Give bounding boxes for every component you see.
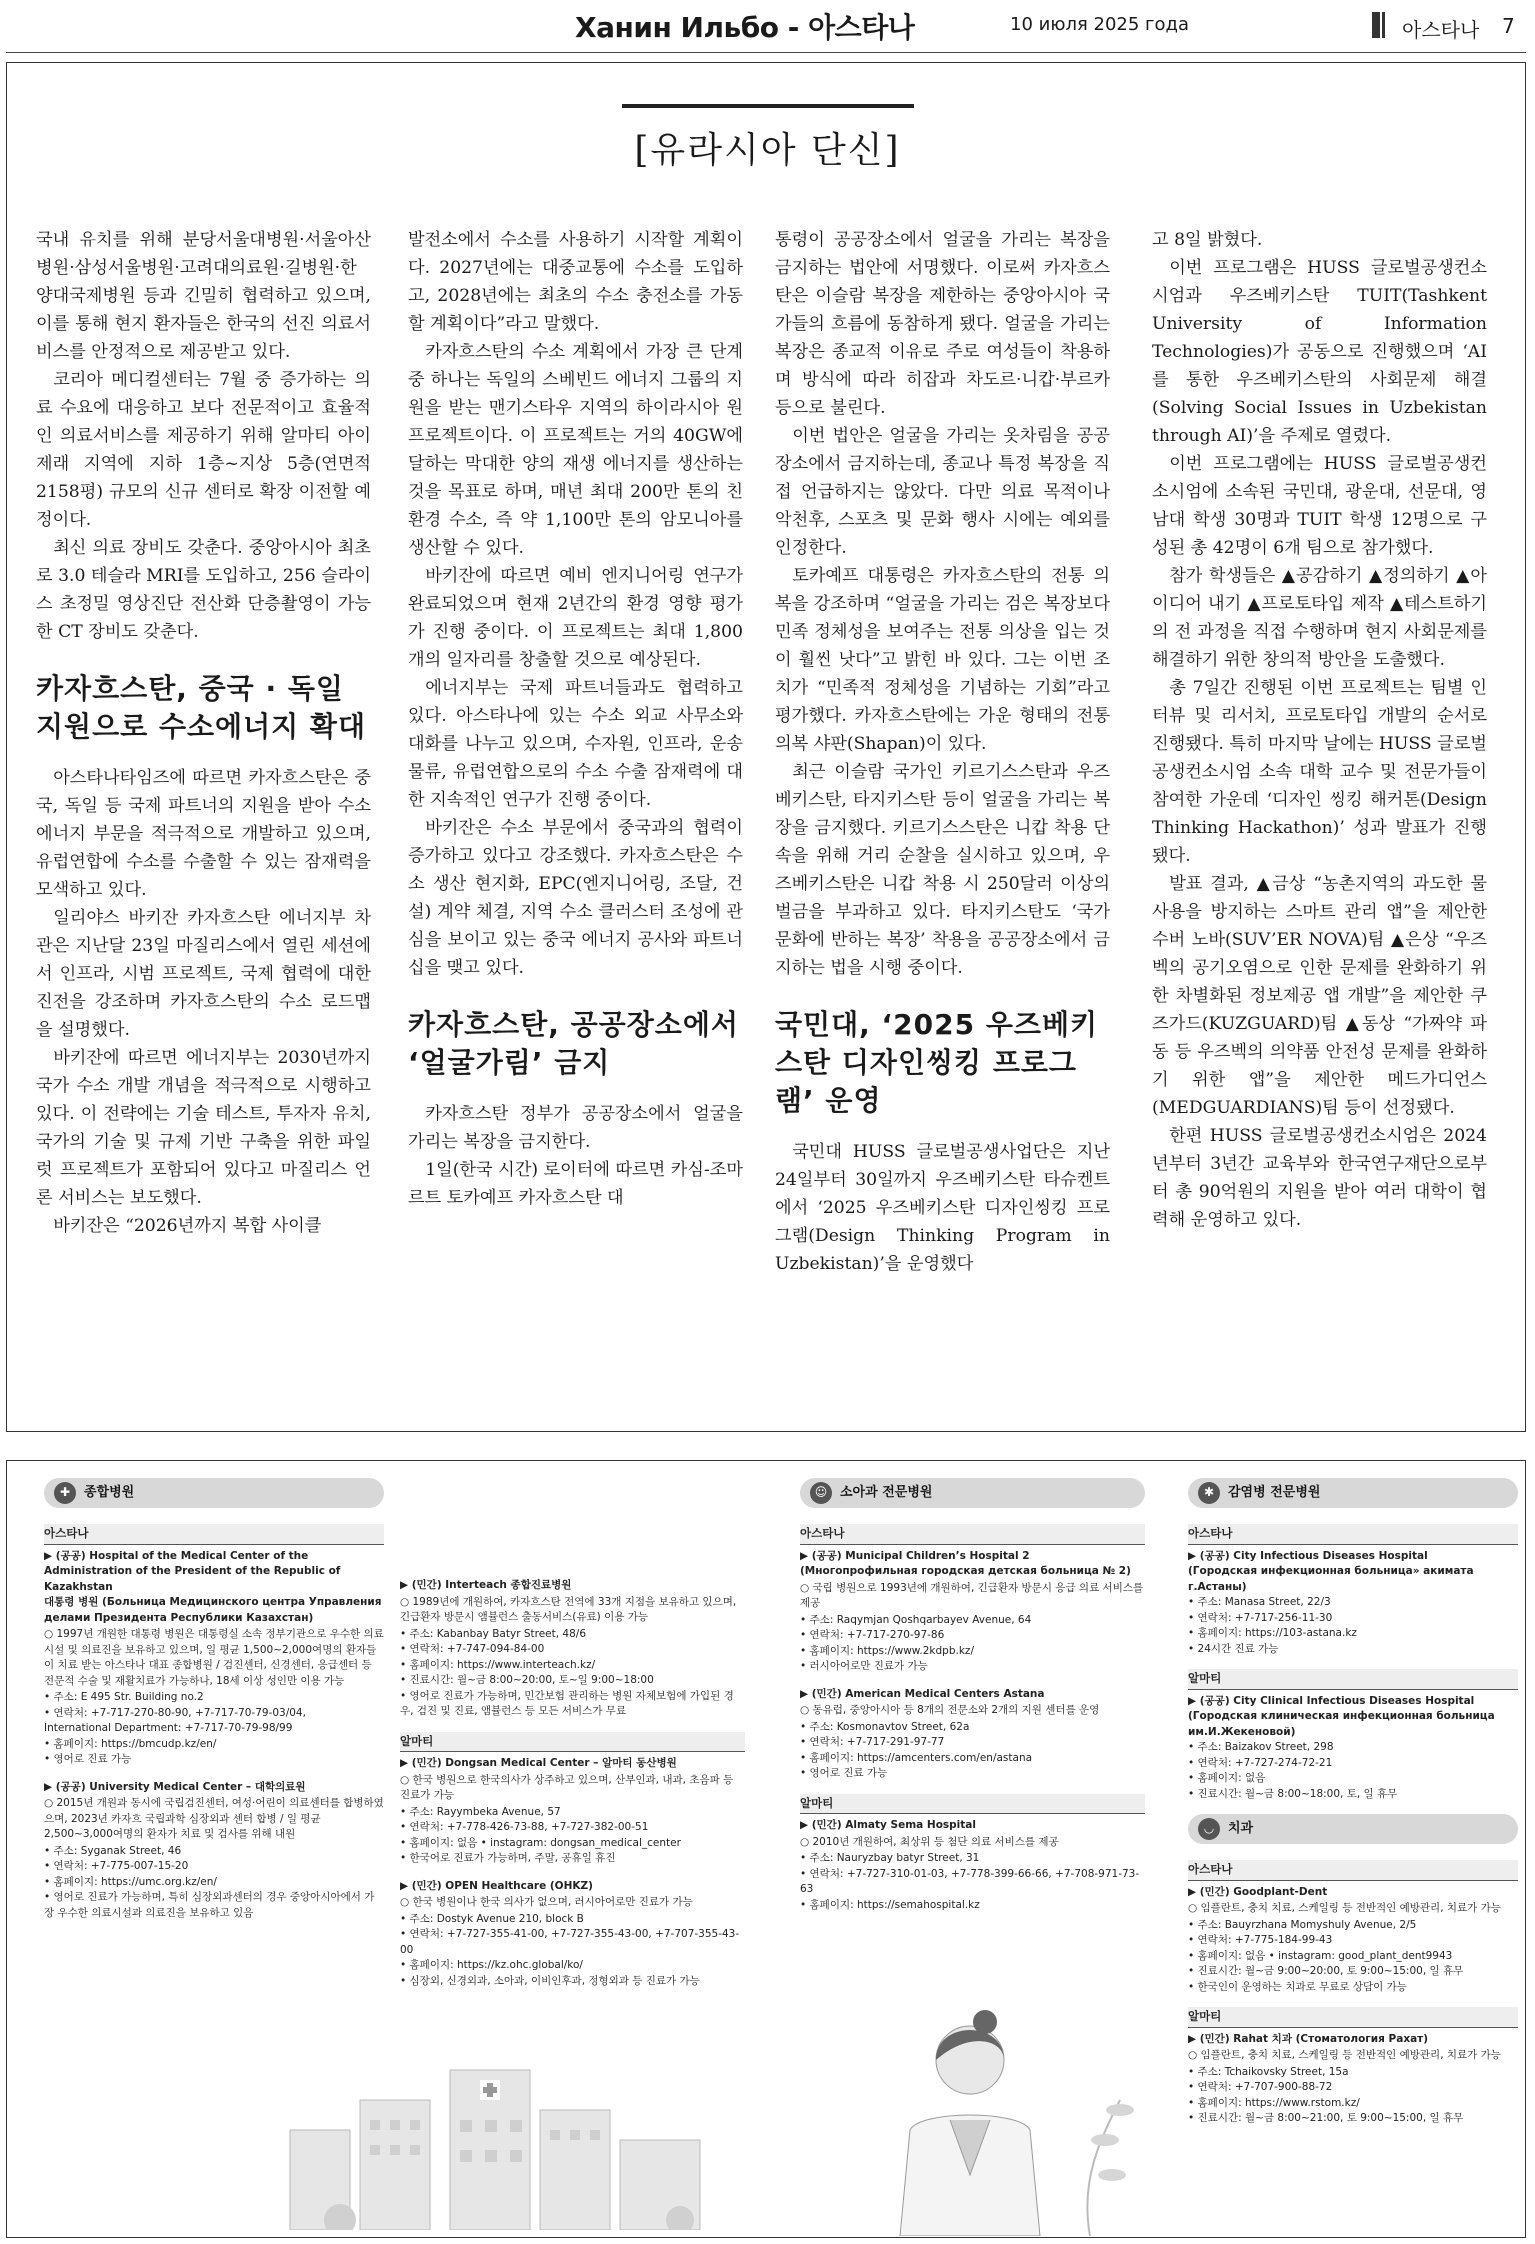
hospital-description: ○ 한국 병원으로 한국의사가 상주하고 있으며, 산부인과, 내과, 초음파 등 진료가 가능	[400, 1773, 734, 1801]
paragraph: 최근 이슬람 국가인 키르기스스탄과 우즈베키스탄, 타지키스탄 등이 얼굴을 가리는 복장을 금지했다. 키르기스스탄은 니캅 착용 단속을 위해 거리 순찰을 실시하고 있으며, 우즈베키스탄은 니캅 착용 시 250달러 이상의 벌금을 부과하고 있다. 타지키스탄도 ‘국가 문화에 반하는 복장’ 착용을 공공장소에서 금지하는 법을 시행 중이다.	[775, 762, 1110, 978]
headline-hydrogen: 카자흐스탄, 중국 · 독일 지원으로 수소에너지 확대	[36, 672, 367, 743]
paragraph: 바키잔은 “2026년까지 복합 사이클	[53, 1216, 322, 1236]
hospital-name: ▶ (공공) Municipal Children’s Hospital 2	[800, 1549, 1030, 1562]
hospital-info-line: • 연락처: +7-727-310-01-03, +7-778-399-66-66, +7-708-971-73-63	[800, 1867, 1140, 1895]
hospital-info-line: • 홈페이지: https://www.2kdpb.kz/	[800, 1644, 974, 1657]
hospital-entry	[400, 1756, 745, 1867]
clinic-info-line: • 진료시간: 월~금 8:00~21:00, 토 9:00~15:00, 일 휴무	[1188, 2112, 1464, 2124]
hospital-info-line: • 홈페이지: 없음 • instagram: dongsan_medical_center	[400, 1836, 681, 1849]
city-hospital-illustration	[280, 2060, 720, 2230]
paragraph: 에너지부는 국제 파트너들과도 협력하고 있다. 아스타나에 있는 수소 외교 사무소와 대화를 나누고 있으며, 수자원, 인프라, 운송 물류, 유럽연합으로의 수소 수출 잠재력에 대한 지속적인 연구가 진행 중이다.	[408, 678, 743, 810]
region-label: 알마티	[1188, 2007, 1518, 2028]
hospital-info-line: • 연락처: +7-775-007-15-20	[44, 1860, 189, 1872]
headline-design-thinking: 국민대, ‘2025 우즈베키스탄 디자인씽킹 프로그램’ 운영	[775, 1008, 1099, 1117]
region-label: 아스타나	[1188, 1524, 1518, 1545]
paragraph: 1일(한국 시간) 로이터에 따르면 카심-조마르트 토카예프 카자흐스탄 대	[408, 1160, 743, 1208]
paragraph: 고 8일 밝혔다.	[1152, 230, 1263, 250]
page-number: 7	[1502, 14, 1515, 38]
paragraph: 코리아 메디컬센터는 7월 중 증가하는 의료 수요에 대응하고 보다 전문적이고 효율적인 의료서비스를 제공하기 위해 알마티 아이제래 지역에 지하 1층~지상 5층(연면적 2158평) 규모의 신규 센터로 확장 이전할 예정이다.	[36, 370, 371, 530]
hospital-info-line: • 진료시간: 월~금 8:00~18:00, 토, 일 휴무	[1188, 1787, 1398, 1800]
hospital-info-line: • 진료시간: 월~금 8:00~20:00, 토~일 9:00~18:00	[400, 1674, 654, 1686]
hospital-info-line: • 주소: Syganak Street, 46	[44, 1844, 182, 1857]
hospital-description: ○ 1989년에 개원하여, 카자흐스탄 전역에 33개 지점을 보유하고 있으며, 긴급환자 방문시 앰뷸런스 출동서비스(유료) 이용 가능	[400, 1595, 737, 1623]
paragraph: 이번 법안은 얼굴을 가리는 옷차림을 공공장소에서 금지하는데, 종교나 특정 복장을 직접 언급하지는 않았다. 다만 의료 목적이나 악천후, 스포츠 및 문화 행사 시에는 예외를 인정한다.	[775, 426, 1110, 558]
article-column-1	[36, 226, 371, 1240]
hospital-entry	[1188, 1694, 1518, 1803]
hospital-subname: 대통령 병원 (Больница Медицинского центра Управления делами Президента Республики Казахстан)	[44, 1596, 382, 1624]
ad-column-general-2	[400, 1578, 745, 2001]
clinic-description: ○ 임플란트, 충치 치료, 스케일링 등 전반적인 예방관리, 치료가 가능	[1188, 2049, 1501, 2061]
ad-column-infectious-dental	[1188, 1478, 1518, 2139]
region-label: 알마티	[400, 1732, 745, 1753]
hospital-info-line: • 연락처: +7-727-355-41-00, +7-727-355-43-00, +7-707-355-43-00	[400, 1928, 740, 1956]
category-label: 감염병 전문병원	[1228, 1485, 1321, 1501]
paragraph: 카자흐스탄의 수소 계획에서 가장 큰 단계 중 하나는 독일의 스베빈드 에너지 그룹의 지원을 받는 맨기스타우 지역의 하이라시아 원 프로젝트이다. 이 프로젝트는 거의 40GW에 달하는 막대한 양의 재생 에너지를 생산하는 것을 목표로 하며, 매년 최대 200만 톤의 친환경 수소, 즉 약 1,100만 톤의 암모니아를 생산할 수 있다.	[408, 342, 743, 558]
hospital-description: ○ 국립 병원으로 1993년에 개원하여, 긴급환자 방문시 응급 의료 서비스를 제공	[800, 1581, 1144, 1609]
hospital-info-line: • 한국어로 진료가 가능하며, 주말, 공휴일 휴진	[400, 1852, 616, 1864]
hospital-info-line: • 홈페이지: https://103-astana.kz	[1188, 1627, 1357, 1639]
hospital-info-line: • 연락처: +7-727-274-72-21	[1188, 1756, 1333, 1769]
hospital-info-line: • 주소: Dostyk Avenue 210, block B	[400, 1912, 584, 1925]
page-bar-thin	[1382, 12, 1385, 38]
hospital-entry	[400, 1879, 745, 1990]
clinic-info-line: • 홈페이지: 없음 • instagram: good_plant_dent9943	[1188, 1949, 1453, 1962]
doctor-illustration	[820, 2000, 1150, 2236]
hospital-info-line: • 주소: Manasa Street, 22/3	[1188, 1596, 1331, 1608]
hospital-entry	[1188, 1549, 1518, 1658]
hospital-name: ▶ (공공) University Medical Center – 대학의료원	[44, 1780, 306, 1793]
hospital-description: ○ 한국 병원이나 한국 의사가 없으며, 러시아어로만 진료가 가능	[400, 1896, 693, 1908]
category-band-general	[44, 1478, 384, 1508]
section-title: [유라시아 단신]	[634, 130, 901, 171]
hospital-info-line: • 연락처: +7-717-256-11-30	[1188, 1611, 1333, 1624]
hospital-info-line: • 연락처: +7-778-426-73-88, +7-727-382-00-51	[400, 1821, 649, 1833]
hospital-entry	[44, 1549, 384, 1768]
hospital-description: ○ 1997년 개원한 대통령 병원은 대통령실 소속 정부기관으로 우수한 의료 시설 및 의료진을 보유하고 있으며, 일 평균 1,500~2,000여명의 환자들이 치료 받는 아스타나 대표 종합병원 / 검진센터, 신경센터, 응급센터 등 전문적 수술 및 재활치료가 가능하나, 18세 이상 성인만 이용 가능	[44, 1628, 384, 1687]
page-label	[1372, 10, 1532, 42]
hospital-info-line: • 주소: E 495 Str. Building no.2	[44, 1691, 204, 1703]
header-rule	[6, 52, 1526, 53]
clinic-description: ○ 임플란트, 충치 치료, 스케일링 등 전반적인 예방관리, 치료가 가능	[1188, 1902, 1501, 1914]
clinic-entry	[1188, 1885, 1518, 1996]
hospital-info-line: • 러시아어로만 진료가 가능	[800, 1660, 928, 1672]
title-rule	[622, 104, 914, 108]
clinic-info-line: • 주소: Bauyrzhana Momyshuly Avenue, 2/5	[1188, 1918, 1417, 1931]
hospital-info-line: • 홈페이지: 없음	[1188, 1772, 1266, 1784]
paragraph: 최신 의료 장비도 갖춘다. 중앙아시아 최초로 3.0 테슬라 MRI를 도입하고, 256 슬라이스 초정밀 영상진단 전산화 단층촬영이 가능한 CT 장비도 갖춘다.	[36, 538, 371, 642]
clinic-info-line: • 홈페이지: https://www.rstom.kz/	[1188, 2096, 1360, 2109]
paragraph: 국내 유치를 위해 분당서울대병원·서울아산병원·삼성서울병원·고려대의료원·길병원·한양대국제병원 등과 긴밀히 협력하고 있으며, 이를 통해 현지 환자들은 한국의 선진 의료서비스를 안정적으로 제공받고 있다.	[36, 230, 371, 362]
hospital-name: ▶ (공공) City Infectious Diseases Hospital	[1188, 1549, 1428, 1562]
paragraph: 이번 프로그램은 HUSS 글로벌공생컨소시엄과 우즈베키스탄 TUIT(Tashkent University of Information Technologies)가 공동으로 진행했으며 ‘AI를 통한 우즈베키스탄의 사회문제 해결(Solving Social Issues in Uzbekistan through AI)’을 주제로 열렸다.	[1152, 258, 1487, 446]
hospital-description: ○ 2010년 개원하여, 최상위 등 첨단 의료 서비스를 제공	[800, 1835, 1059, 1848]
hospital-description: ○ 2015년 개원과 동시에 국립검진센터, 여성·어린이 의료센터를 합병하였으며, 2023년 카자흐 국립과학 심장외과 센터 합병 / 일 평균 2,500~3,000여명의 환자가 치료 및 검사를 위해 내원	[44, 1797, 384, 1840]
hospital-entry	[800, 1818, 1145, 1913]
ad-column-general-1	[44, 1478, 384, 1933]
hospital-info-line: • 홈페이지: https://kz.ohc.global/ko/	[400, 1959, 583, 1971]
region-label: 알마티	[800, 1794, 1145, 1815]
paragraph: 일리야스 바키잔 카자흐스탄 에너지부 차관은 지난달 23일 마질리스에서 열린 세션에서 인프라, 시범 프로젝트, 국제 협력에 대한 진전을 강조하며 카자흐스탄의 수소 로드맵을 설명했다.	[36, 908, 371, 1040]
hospital-info-line: • 주소: Rayymbeka Avenue, 57	[400, 1805, 561, 1818]
masthead	[0, 0, 1535, 52]
clinic-info-line: • 연락처: +7-775-184-99-43	[1188, 1934, 1333, 1946]
hospital-info-line: • 주소: Kabanbay Batyr Street, 48/6	[400, 1627, 587, 1640]
clinic-entry	[1188, 2032, 1518, 2127]
hospital-entry	[800, 1549, 1145, 1675]
paragraph: 발표 결과, ▲금상 “농촌지역의 과도한 물 사용을 방지하는 스마트 관리 앱”을 제안한 수버 노바(SUV’ER NOVA)팀 ▲은상 “우즈벡의 공기오염으로 인한 문제를 완화하기 위한 차별화된 정보제공 앱 개발”을 제안한 쿠즈가드(KUZGUARD)팀 ▲동상 “가짜약 파동 등 우즈벡의 의약품 안전성 문제를 완화하기 위한 앱”을 제안한 메드가디언스(MEDGUARDIANS)팀 등이 선정됐다.	[1152, 874, 1487, 1118]
hospital-info-line: • 주소: Baizakov Street, 298	[1188, 1741, 1334, 1753]
paragraph: 발전소에서 수소를 사용하기 시작할 계획이다. 2027년에는 대중교통에 수소를 도입하고, 2028년에는 최초의 수소 충전소를 가동할 계획이다”라고 말했다.	[408, 230, 743, 334]
clinic-info-line: • 주소: Tchaikovsky Street, 15a	[1188, 2065, 1349, 2078]
paragraph: 아스타나타임즈에 따르면 카자흐스탄은 중국, 독일 등 국제 파트너의 지원을 받아 수소 에너지 부문을 적극적으로 개발하고 있으며, 유럽연합에 수소를 수출할 수 있는 잠재력을 모색하고 있다.	[36, 768, 371, 900]
child-icon: ☺	[810, 1482, 832, 1504]
hospital-info-line: • 영어로 진료 가능	[800, 1767, 888, 1779]
category-band-pediatric	[800, 1478, 1145, 1508]
hospital-info-line: • 홈페이지: https://www.interteach.kz/	[400, 1658, 596, 1671]
hospital-info-line: • 홈페이지: https://semahospital.kz	[800, 1898, 980, 1911]
category-label: 치과	[1228, 1821, 1254, 1837]
hospital-info-line: • 연락처: +7-747-094-84-00	[400, 1643, 545, 1655]
hospital-name: ▶ (민간) American Medical Centers Astana	[800, 1687, 1045, 1700]
clinic-name: ▶ (민간) Rahat 치과 (Стоматология Рахат)	[1188, 2032, 1429, 2045]
clinic-info-line: • 연락처: +7-707-900-88-72	[1188, 2081, 1333, 2093]
clinic-name: ▶ (민간) Goodplant-Dent	[1188, 1885, 1328, 1898]
region-label: 아스타나	[44, 1524, 384, 1545]
paragraph: 국민대 HUSS 글로벌공생사업단은 지난 24일부터 30일까지 우즈베키스탄 타슈켄트에서 ‘2025 우즈베키스탄 디자인씽킹 프로그램(Design Thinking Program in Uzbekistan)’을 운영했다	[775, 1142, 1110, 1274]
hospital-description: ○ 동유럽, 중앙아시아 등 8개의 전문소와 2개의 지원 센터를 운영	[800, 1704, 1100, 1716]
hospital-info-line: • 홈페이지: https://amcenters.com/en/astana	[800, 1751, 1033, 1764]
hospital-info-line: International Department: +7-717-70-79-98/99	[44, 1722, 293, 1734]
hospital-name: ▶ (공공) Hospital of the Medical Center of the Administration of the President of the Republic of Kazakhstan	[44, 1549, 341, 1593]
hospital-info-line: • 영어로 진료가 가능하며, 민간보험 관리하는 병원 자체보험에 가입된 경우, 검진 및 진료, 앰뷸런스 등 모든 서비스가 무료	[400, 1689, 734, 1717]
clinic-info-line: • 진료시간: 월~금 9:00~20:00, 토 9:00~15:00, 일 휴무	[1188, 1965, 1464, 1977]
hospital-icon: ✚	[54, 1482, 76, 1504]
paragraph: 토카예프 대통령은 카자흐스탄의 전통 의복을 강조하며 “얼굴을 가리는 검은 복장보다 민족 정체성을 보여주는 전통 의상을 입는 것이 훨씬 낫다”고 밝힌 바 있다. 그는 이번 조치가 “민족적 정체성을 기념하는 기회”라고 평가했다. 카자흐스탄에는 가운 형태의 전통 의복 샤판(Shapan)이 있다.	[775, 566, 1110, 754]
hospital-name: ▶ (민간) OPEN Healthcare (OHKZ)	[400, 1879, 593, 1892]
hospital-info-line: • 연락처: +7-717-270-80-90, +7-717-70-79-03/04,	[44, 1706, 306, 1719]
hospital-name: ▶ (민간) Almaty Sema Hospital	[800, 1819, 976, 1831]
paragraph: 참가 학생들은 ▲공감하기 ▲정의하기 ▲아이디어 내기 ▲프로토타입 제작 ▲테스트하기의 전 과정을 직접 수행하며 현지 사회문제를 해결하기 위한 창의적 방안을 도출했다.	[1152, 566, 1487, 670]
paragraph: 바키잔에 따르면 에너지부는 2030년까지 국가 수소 개발 개념을 적극적으로 시행하고 있다. 이 전략에는 기술 테스트, 투자자 유치, 국가의 기술 및 규제 기반 구축을 위한 파일럿 프로젝트가 포함되어 있다고 마질리스 언론 서비스는 보도했다.	[36, 1048, 371, 1208]
hospital-info-line: • 홈페이지: https://umc.org.kz/en/	[44, 1875, 217, 1888]
hospital-name: ▶ (공공) City Clinical Infectious Diseases Hospital	[1188, 1694, 1475, 1707]
hospital-info-line: • 주소: Raqymjan Qoshqarbayev Avenue, 64	[800, 1613, 1032, 1626]
article-column-4	[1152, 226, 1487, 1234]
hospital-info-line: • 주소: Nauryzbay batyr Street, 31	[800, 1852, 980, 1864]
paragraph: 이번 프로그램에는 HUSS 글로벌공생컨소시엄에 소속된 국민대, 광운대, 선문대, 영남대 학생 30명과 TUIT 학생 12명으로 구성된 총 42명이 6개 팀으로 참가했다.	[1152, 454, 1487, 558]
headline-face-covering: 카자흐스탄, 공공장소에서 ‘얼굴가림’ 금지	[408, 1008, 739, 1079]
region-label: 아스타나	[1188, 1860, 1518, 1881]
virus-icon: ✱	[1198, 1482, 1220, 1504]
hospital-info-line: • 연락처: +7-717-291-97-77	[800, 1736, 945, 1748]
paragraph: 바키잔은 수소 부문에서 중국과의 협력이 증가하고 있다고 강조했다. 카자흐스탄은 수소 생산 현지화, EPC(엔지니어링, 조달, 건설) 계약 체결, 지역 수소 클러스터 조성에 관심을 보이고 있는 중국 에너지 공사와 파트너십을 맺고 있다.	[408, 818, 743, 978]
hospital-info-line: • 영어로 진료가 가능하며, 특히 심장외과센터의 경우 중앙아시아에서 가장 우수한 의료시설과 의료진을 보유하고 있음	[44, 1891, 375, 1919]
category-label: 소아과 전문병원	[840, 1485, 933, 1501]
paragraph: 한편 HUSS 글로벌공생컨소시엄은 2024년부터 3년간 교육부와 한국연구재단으로부터 총 90억원의 지원을 받아 여러 대학이 협력해 운영하고 있다.	[1152, 1126, 1487, 1230]
paragraph: 총 7일간 진행된 이번 프로젝트는 팀별 인터뷰 및 리서치, 프로토타입 개발의 순서로 진행됐다. 특히 마지막 날에는 HUSS 글로벌공생컨소시엄 소속 대학 교수 및 전문가들이 참여한 가운데 ‘디자인 씽킹 해커톤(Design Thinking Hackathon)’ 성과 발표가 진행됐다.	[1152, 678, 1487, 866]
hospital-info-line: • 영어로 진료 가능	[44, 1753, 132, 1765]
region-label: 아스타나	[800, 1524, 1145, 1545]
paragraph: 통령이 공공장소에서 얼굴을 가리는 복장을 금지하는 법안에 서명했다. 이로써 카자흐스탄은 이슬람 복장을 제한하는 중앙아시아 국가들의 흐름에 동참하게 됐다. 얼굴을 가리는 복장은 종교적 이유로 주로 여성들이 착용하며 방식에 따라 히잡과 차도르·니캅·부르카 등으로 불린다.	[775, 230, 1110, 418]
hospital-entry	[800, 1687, 1145, 1782]
category-band-dental	[1188, 1814, 1518, 1844]
hospital-info-line: • 홈페이지: https://bmcudp.kz/en/	[44, 1737, 217, 1750]
hospital-entry	[44, 1780, 384, 1922]
newspaper-brand: Ханин Ильбо - 아스타나	[575, 11, 915, 44]
page-bar-thick	[1372, 12, 1380, 38]
tooth-icon: ◡	[1198, 1818, 1220, 1840]
hospital-name: ▶ (민간) Dongsan Medical Center – 알마티 동산병원	[400, 1757, 677, 1769]
region-label: 알마티	[1188, 1669, 1518, 1690]
hospital-name: ▶ (민간) Interteach 종합진료병원	[400, 1579, 572, 1591]
category-label: 종합병원	[84, 1485, 135, 1501]
article-column-2	[408, 226, 743, 1212]
category-band-infectious	[1188, 1478, 1518, 1508]
hospital-info-line: • 주소: Kosmonavtov Street, 62a	[800, 1720, 970, 1733]
hospital-subname: (Городская инфекционная больница» акимата г.Астаны)	[1188, 1565, 1474, 1593]
hospital-subname: (Городская клиническая инфекционная больница им.И.Жекеновой)	[1188, 1710, 1495, 1738]
issue-date: 10 июля 2025 года	[1010, 14, 1190, 35]
hospital-subname: (Многопрофильная городская детская больница № 2)	[800, 1565, 1131, 1577]
hospital-info-line: • 24시간 진료 가능	[1188, 1642, 1279, 1655]
paragraph: 바키잔에 따르면 예비 엔지니어링 연구가 완료되었으며 현재 2년간의 환경 영향 평가가 진행 중이다. 이 프로젝트는 최대 1,800개의 일자리를 창출할 것으로 예상된다.	[408, 566, 743, 670]
ad-column-pediatric	[800, 1478, 1145, 1925]
section-name: 아스타나	[1402, 18, 1480, 42]
hospital-info-line: • 연락처: +7-717-270-97-86	[800, 1629, 945, 1641]
hospital-info-line: • 심장외, 신경외과, 소아과, 이비인후과, 정형외과 등 진료가 가능	[400, 1974, 700, 1987]
hospital-entry	[400, 1578, 745, 1720]
paragraph: 카자흐스탄 정부가 공공장소에서 얼굴을 가리는 복장을 금지한다.	[408, 1104, 743, 1152]
article-column-3	[775, 226, 1110, 1278]
clinic-info-line: • 한국인이 운영하는 치과로 무료로 상담이 가능	[1188, 1980, 1407, 1993]
